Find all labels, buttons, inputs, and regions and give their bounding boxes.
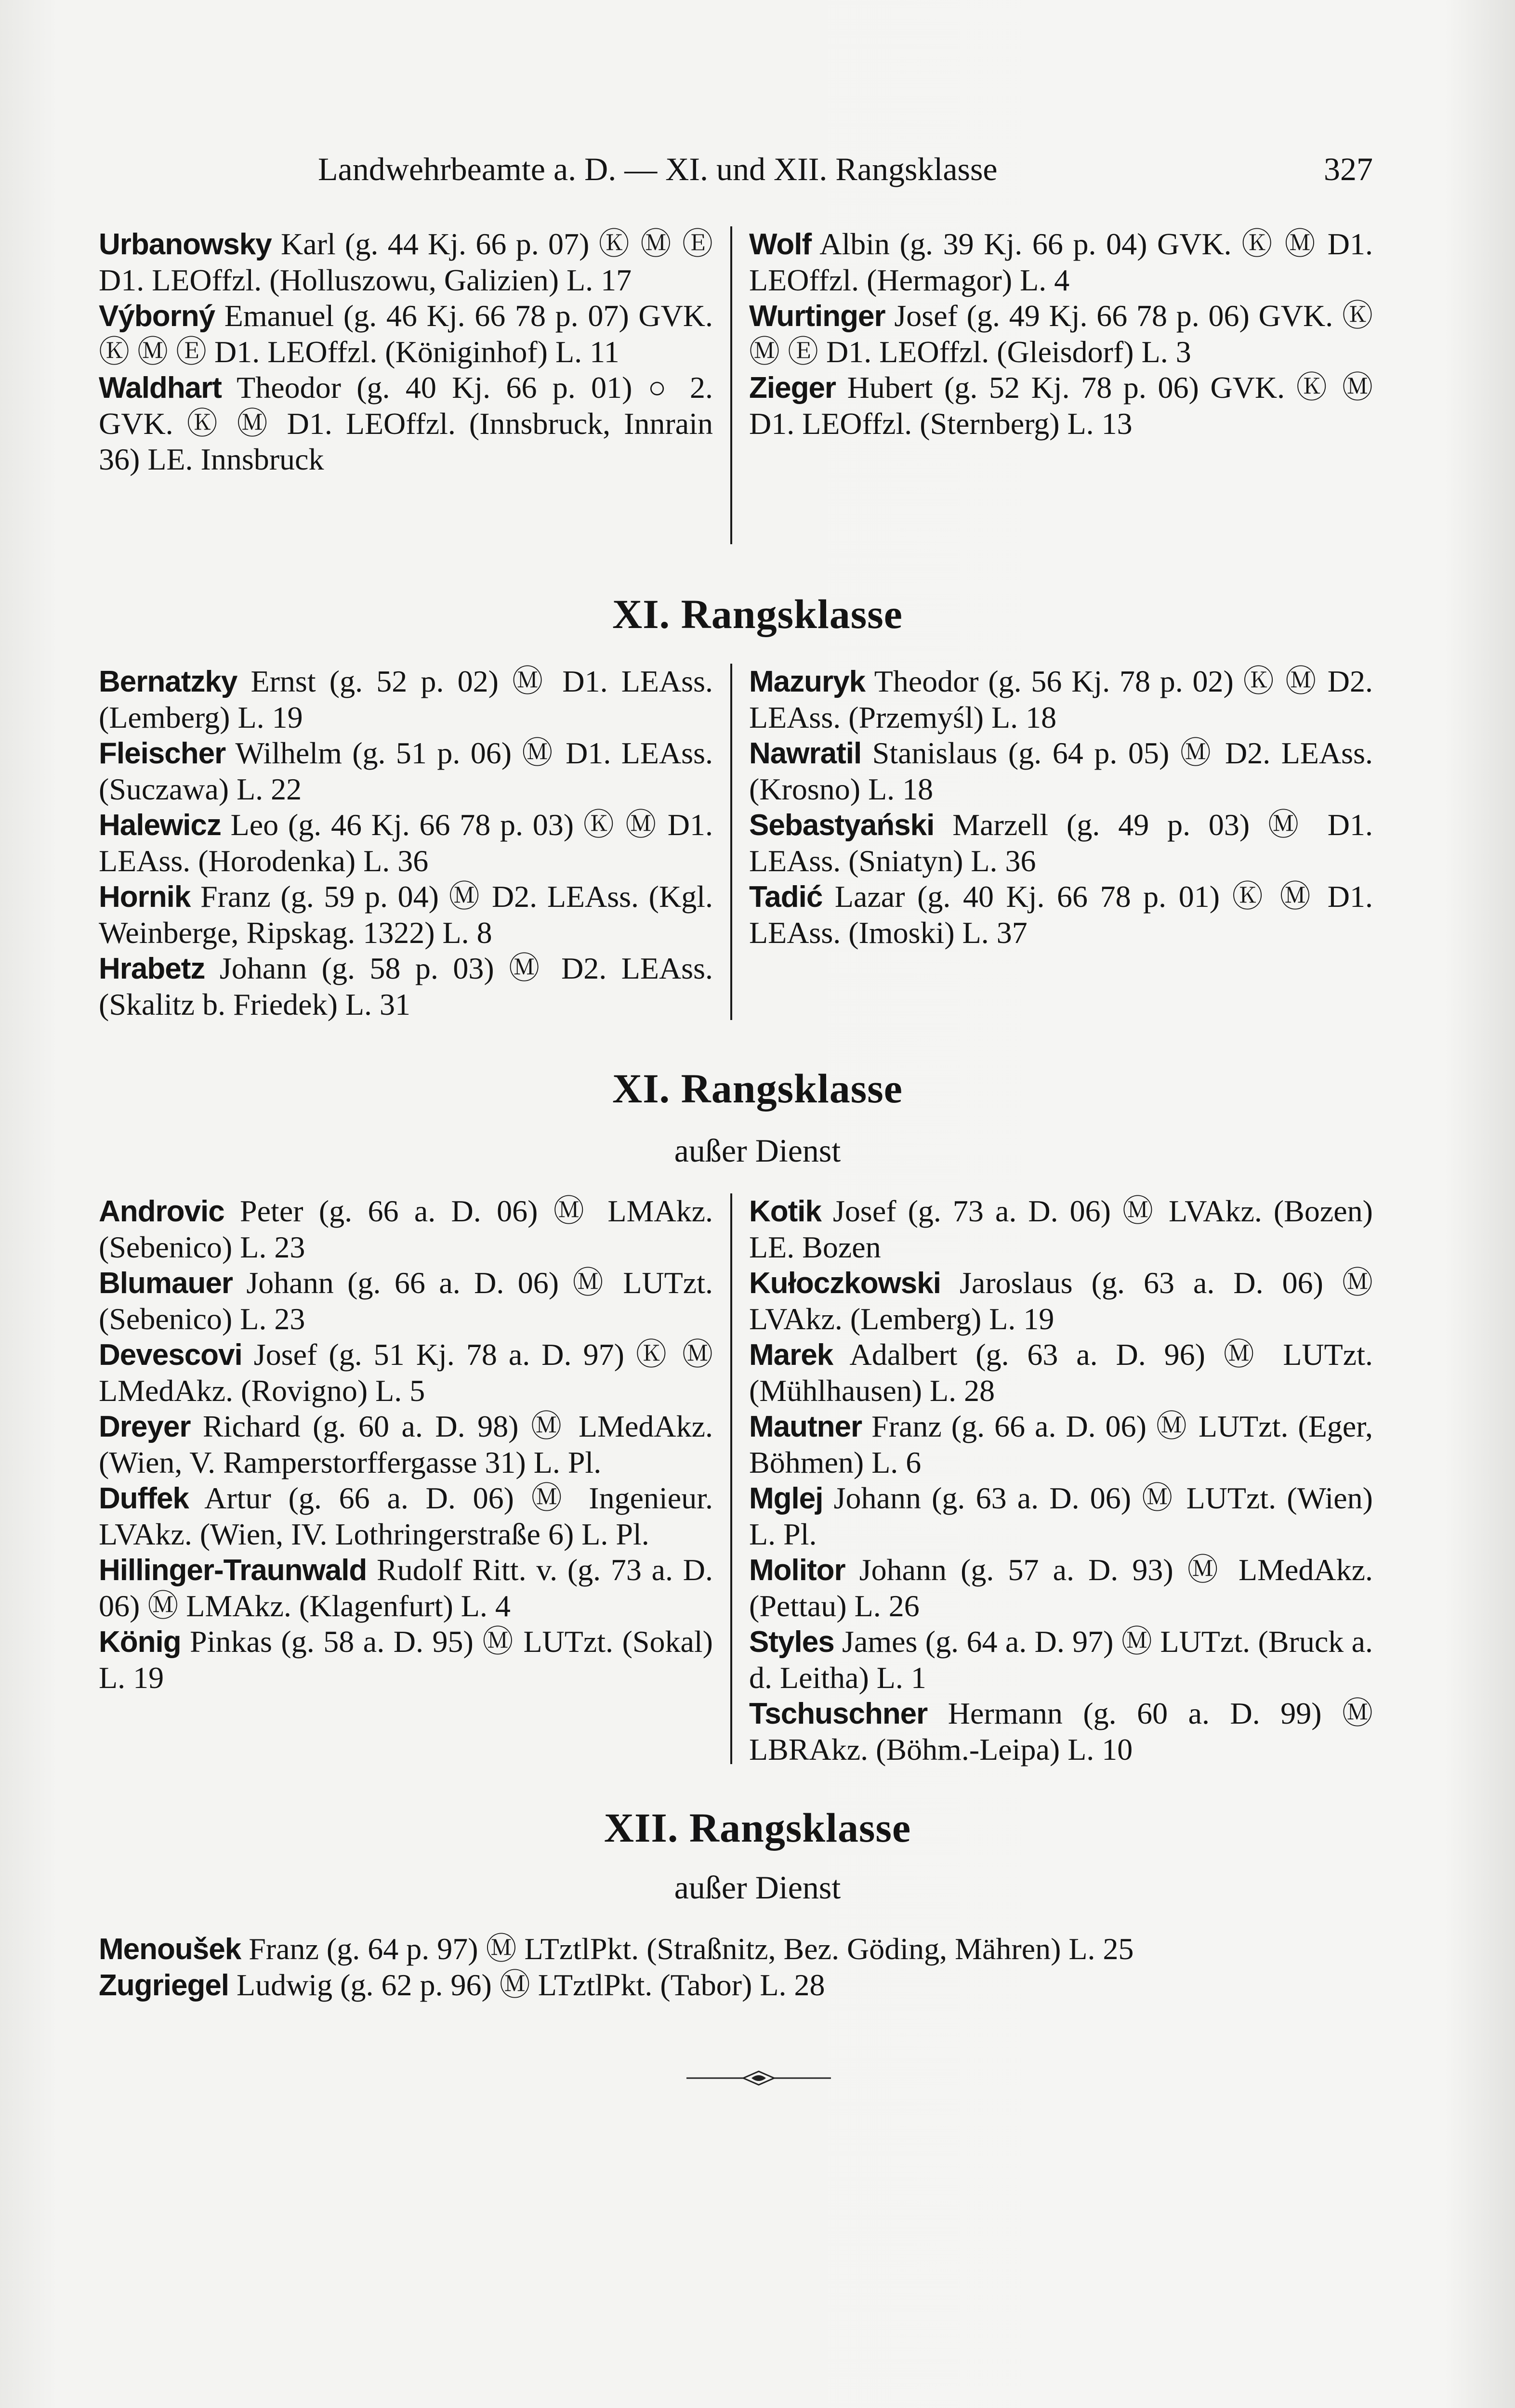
xii-ad-entries [99,1931,1373,2003]
entry: Fleischer Wilhelm (g. 51 p. 06) Ⓜ D1. LEAss. (Suczawa) L. 22 [99,736,713,806]
entry: Waldhart Theodor (g. 40 Kj. 66 p. 01) ○ 2. GVK. Ⓚ Ⓜ D1. LEOffzl. (Innsbruck, Innrain 36) LE. Innsbruck [99,370,713,476]
column-divider [730,226,732,544]
entry: Devescovi Josef (g. 51 Kj. 78 a. D. 97) Ⓚ Ⓜ LMedAkz. (Rovigno) L. 5 [99,1337,713,1408]
page-number: 327 [1324,151,1373,187]
entry: Bernatzky Ernst (g. 52 p. 02) Ⓜ D1. LEAss. (Lemberg) L. 19 [99,664,713,734]
section-title-xi: XI. Rangsklasse [612,591,903,637]
entry: Kotik Josef (g. 73 a. D. 06) Ⓜ LVAkz. (Bozen) LE. Bozen [749,1194,1373,1264]
entry: Mazuryk Theodor (g. 56 Kj. 78 p. 02) Ⓚ Ⓜ D2. LEAss. (Przemyśl) L. 18 [749,664,1373,734]
entry: Hillinger-Traunwald Rudolf Ritt. v. (g. 73 a. D. 06) Ⓜ LMAkz. (Klagenfurt) L. 4 [99,1553,713,1623]
xi-ad-right-column [749,1193,1373,1767]
section-subtitle-xi-ad: außer Dienst [674,1132,841,1169]
entry: Hornik Franz (g. 59 p. 04) Ⓜ D2. LEAss. (Kgl. Weinberge, Ripskag. 1322) L. 8 [99,879,713,950]
top-left-column [99,226,713,477]
entry: Menoušek Franz (g. 64 p. 97) Ⓜ LTztlPkt. (Straßnitz, Bez. Göding, Mähren) L. 25 [99,1932,1134,1966]
entry: Marek Adalbert (g. 63 a. D. 96) Ⓜ LUTzt. (Mühlhausen) L. 28 [749,1337,1373,1408]
entry: Hrabetz Johann (g. 58 p. 03) Ⓜ D2. LEAss. (Skalitz b. Friedek) L. 31 [99,951,713,1021]
entry: Molitor Johann (g. 57 a. D. 93) Ⓜ LMedAkz. (Pettau) L. 26 [749,1553,1373,1623]
xi-left-column [99,664,713,1022]
xi-right-column [749,664,1373,951]
entry: Tadić Lazar (g. 40 Kj. 66 78 p. 01) Ⓚ Ⓜ D1. LEAss. (Imoski) L. 37 [749,879,1373,950]
entry: Duffek Artur (g. 66 a. D. 06) Ⓜ Ingenieur. LVAkz. (Wien, IV. Lothringerstraße 6) L. Pl. [99,1481,713,1551]
entry: Mautner Franz (g. 66 a. D. 06) Ⓜ LUTzt. (Eger, Böhmen) L. 6 [749,1409,1373,1479]
top-right-column [749,226,1373,442]
entry: Dreyer Richard (g. 60 a. D. 98) Ⓜ LMedAkz. (Wien, V. Ramperstorffergasse 31) L. Pl. [99,1409,713,1479]
section-subtitle-xii-ad: außer Dienst [674,1869,841,1906]
entry: Mglej Johann (g. 63 a. D. 06) Ⓜ LUTzt. (Wien) L. Pl. [749,1481,1373,1551]
entry: Sebastyański Marzell (g. 49 p. 03) Ⓜ D1. LEAss. (Sniatyn) L. 36 [749,808,1373,878]
section-title-xi-ad: XI. Rangsklasse [612,1065,903,1112]
column-divider [730,1193,732,1764]
entry: Blumauer Johann (g. 66 a. D. 06) Ⓜ LUTzt. (Sebenico) L. 23 [99,1266,713,1336]
entry: Výborný Emanuel (g. 46 Kj. 66 78 p. 07) GVK. Ⓚ Ⓜ Ⓔ D1. LEOffzl. (Königinhof) L. 11 [99,299,713,369]
xi-ad-left-column [99,1193,713,1696]
section-title-xii-ad: XII. Rangsklasse [604,1805,911,1851]
running-title: Landwehrbeamte a. D. — XI. und XII. Rangsklasse [318,151,998,187]
entry: König Pinkas (g. 58 a. D. 95) Ⓜ LUTzt. (Sokal) L. 19 [99,1624,713,1695]
entry: Zugriegel Ludwig (g. 62 p. 96) Ⓜ LTztlPkt. (Tabor) L. 28 [99,1968,825,2002]
entry: Styles James (g. 64 a. D. 97) Ⓜ LUTzt. (Bruck a. d. Leitha) L. 1 [749,1624,1373,1695]
page-header [318,150,1373,194]
entry: Kułoczkowski Jaroslaus (g. 63 a. D. 06) Ⓜ LVAkz. (Lemberg) L. 19 [749,1266,1373,1336]
column-divider [730,664,732,1020]
ornament-divider-icon [686,2068,831,2088]
entry: Tschuschner Hermann (g. 60 a. D. 99) Ⓜ LBRAkz. (Böhm.-Leipa) L. 10 [749,1696,1373,1767]
entry: Urbanowsky Karl (g. 44 Kj. 66 p. 07) Ⓚ Ⓜ Ⓔ D1. LEOffzl. (Holluszowu, Galizien) L. 17 [99,227,713,297]
entry: Zieger Hubert (g. 52 Kj. 78 p. 06) GVK. Ⓚ Ⓜ D1. LEOffzl. (Sternberg) L. 13 [749,370,1373,441]
entry: Wurtinger Josef (g. 49 Kj. 66 78 p. 06) GVK. Ⓚ Ⓜ Ⓔ D1. LEOffzl. (Gleisdorf) L. 3 [749,299,1373,369]
entry: Androvic Peter (g. 66 a. D. 06) Ⓜ LMAkz. (Sebenico) L. 23 [99,1194,713,1264]
entry: Nawratil Stanislaus (g. 64 p. 05) Ⓜ D2. LEAss. (Krosno) L. 18 [749,736,1373,806]
entry: Halewicz Leo (g. 46 Kj. 66 78 p. 03) Ⓚ Ⓜ D1. LEAss. (Horodenka) L. 36 [99,808,713,878]
entry: Wolf Albin (g. 39 Kj. 66 p. 04) GVK. Ⓚ Ⓜ D1. LEOffzl. (Hermagor) L. 4 [749,227,1373,297]
